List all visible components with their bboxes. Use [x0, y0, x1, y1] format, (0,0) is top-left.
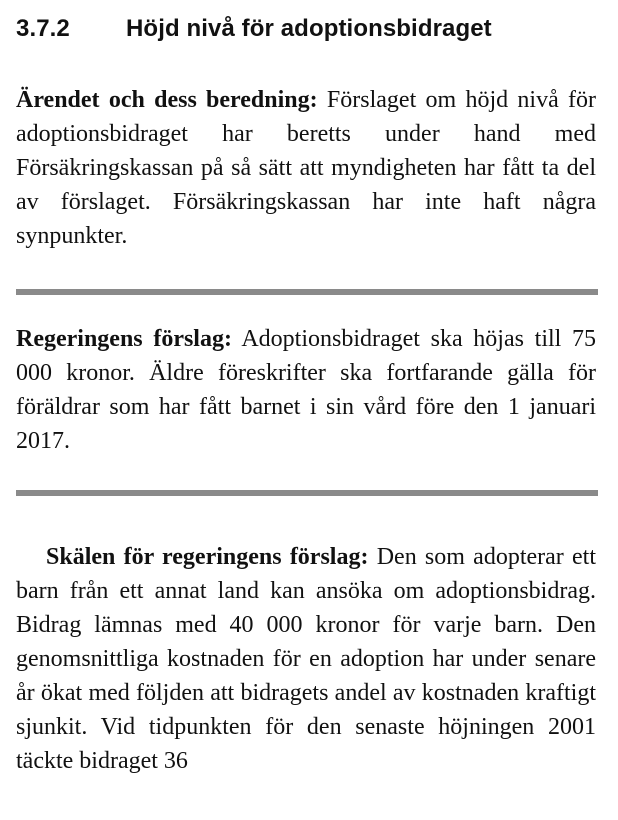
paragraph-beredning [16, 83, 596, 253]
horizontal-rule [16, 490, 598, 496]
paragraph-lead: Regeringens förslag: [16, 326, 232, 352]
paragraph-lead: Skälen för regeringens förslag: [46, 544, 369, 570]
paragraph-text: Den som adopterar ett barn från ett annat land kan ansöka om adoptionsbidrag. Bidrag lämnas med 40 000 kronor för varje barn. Den genomsnittliga kostnaden för en adoption har under senare år ökat med följden att bidragets andel av kostnaden kraftigt sjunkit. Vid tidpunkten för den senaste höjningen 2001 täckte bidraget 36 [16, 544, 597, 774]
horizontal-rule [16, 289, 598, 295]
section-heading [16, 14, 596, 44]
section-title: Höjd nivå för adoptionsbidraget [126, 15, 492, 42]
paragraph-text: Förslaget om höjd nivå för adoptionsbidraget har beretts under hand med Försäkringskassan på så sätt att myndigheten har fått ta del av förslaget. Försäkringskassan har inte haft några synpunkter. [16, 87, 596, 249]
paragraph-text: Adoptionsbidraget ska höjas till 75 000 kronor. Äldre föreskrifter ska fortfarande gälla för föräldrar som har fått barnet i sin vård före den 1 januari 2017. [16, 326, 596, 454]
section-number: 3.7.2 [16, 15, 70, 42]
paragraph-skalen [16, 540, 596, 778]
paragraph-forslag [16, 322, 596, 458]
paragraph-lead: Ärendet och dess beredning: [16, 87, 318, 113]
document-page [16, 0, 596, 778]
